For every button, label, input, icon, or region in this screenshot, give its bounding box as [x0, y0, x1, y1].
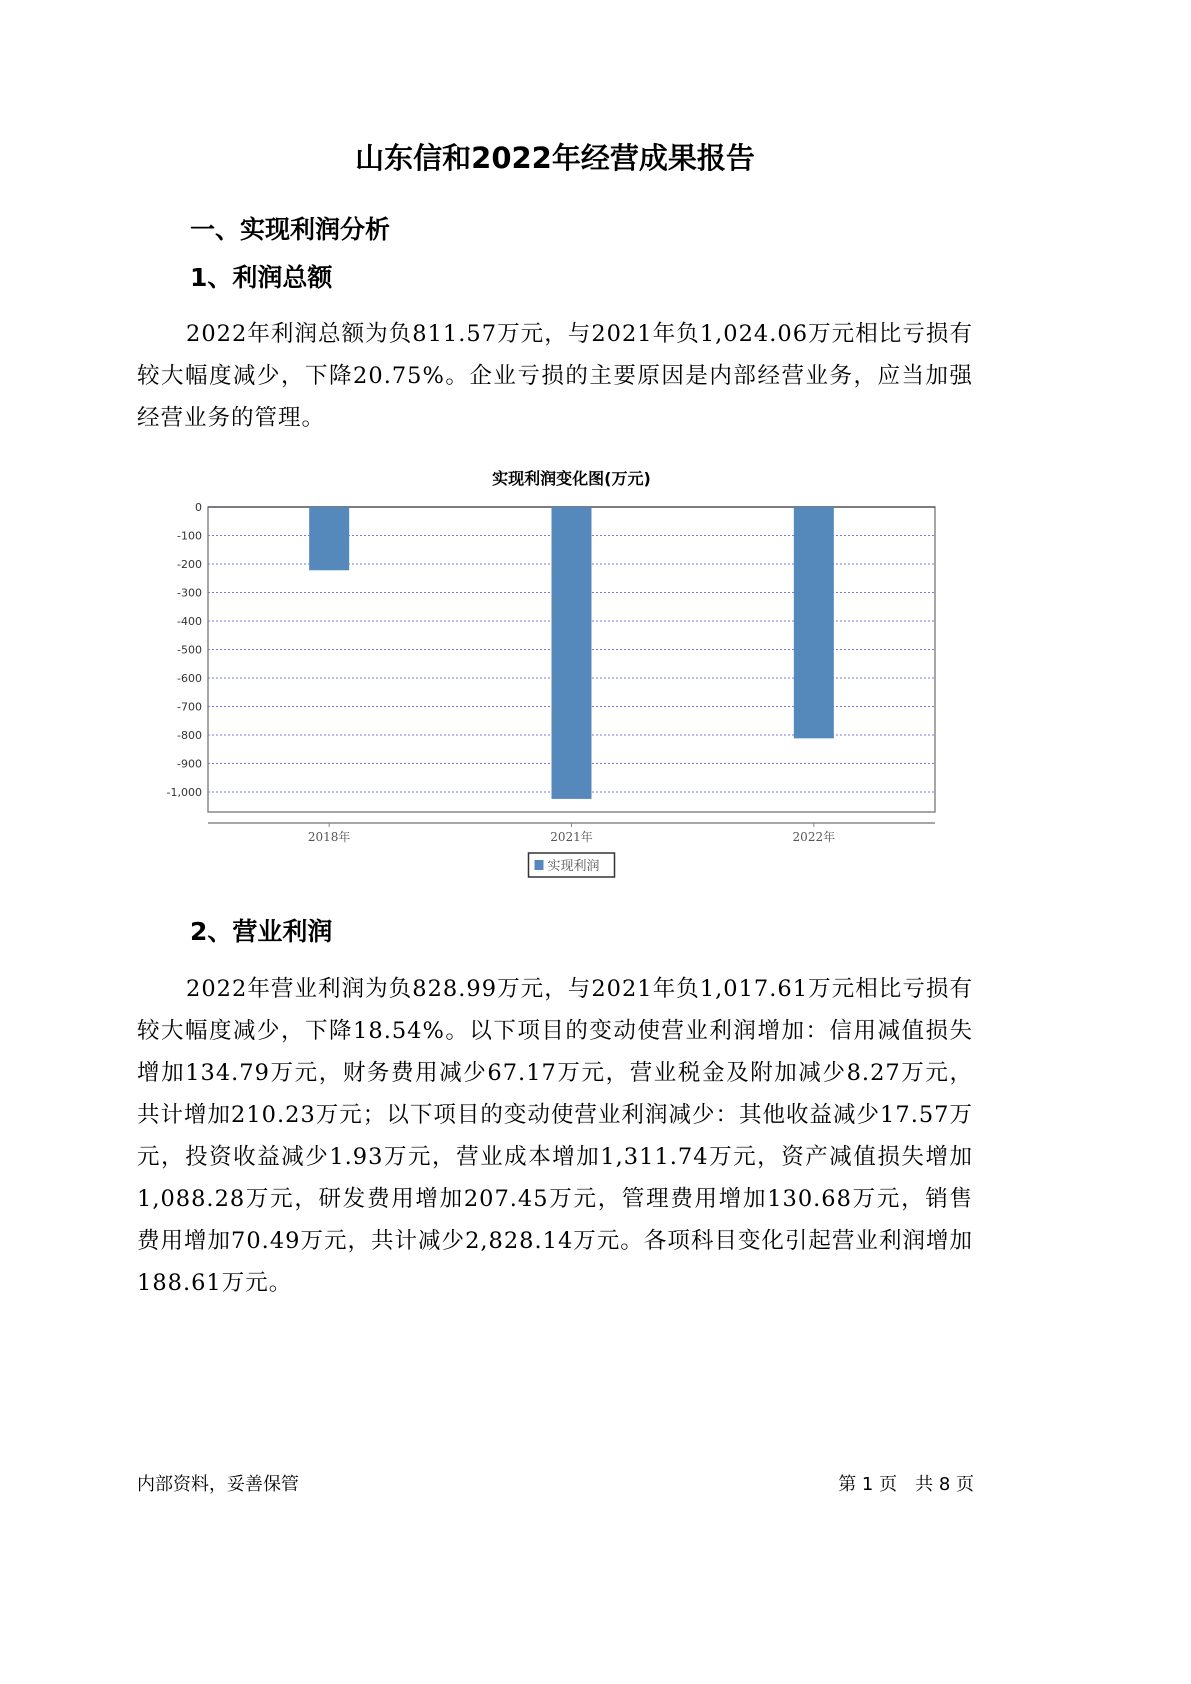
legend-swatch — [535, 860, 544, 870]
legend-label: 实现利润 — [547, 859, 600, 874]
bar — [552, 507, 592, 799]
x-tick-label: 2021年 — [550, 830, 593, 844]
bar — [309, 507, 349, 570]
y-tick-label: -600 — [177, 672, 202, 686]
section-heading: 一、实现利润分析 — [190, 215, 391, 244]
y-tick-label: -500 — [177, 643, 202, 657]
y-tick-label: -1,000 — [166, 786, 202, 800]
chart-title: 实现利润变化图(万元) — [492, 469, 651, 488]
y-tick-label: -400 — [177, 615, 202, 629]
bar — [794, 507, 834, 738]
page-title: 山东信和2022年经营成果报告 — [355, 141, 755, 175]
x-tick-label: 2022年 — [792, 830, 836, 844]
profit-bar-chart — [150, 460, 970, 900]
y-tick-label: 0 — [195, 501, 202, 514]
x-tick-label: 2018年 — [307, 830, 351, 844]
page-number: 第 1 页 共 8 页 — [838, 1474, 974, 1495]
y-tick-label: -900 — [177, 757, 202, 771]
paragraph: 2022年利润总额为负811.57万元，与2021年负1,024.06万元相比亏损有较大幅度减少，下降20.75%。企业亏损的主要原因是内部经营业务，应当加强经营业务的管理。 — [137, 321, 973, 431]
y-tick-label: -700 — [177, 700, 202, 714]
subsection-heading: 1、利润总额 — [190, 263, 333, 292]
subsection-heading: 2、营业利润 — [190, 917, 333, 946]
paragraph: 2022年营业利润为负828.99万元，与2021年负1,017.61万元相比亏损有较大幅度减少，下降18.54%。以下项目的变动使营业利润增加：信用减值损失增加134.79万元，财务费用减少67.17万元，营业税金及附加减少8.27万元，共计增加210.23万元；以下项目的变动使营业利润减少：其他收益减少17.57万元，投资收益减少1.93万元，营业成本增加1,311.74万元，资产减值损失增加1,088.28万元，研发费用增加207.45万元，管理费用增加130.68万元，销售费用增加70.49万元，共计减少2,828.14万元。各项科目变化引起营业利润增加188.61万元。 — [137, 976, 973, 1296]
y-tick-label: -100 — [177, 529, 202, 543]
y-tick-label: -300 — [177, 586, 202, 600]
y-tick-label: -200 — [177, 558, 202, 572]
footer-note: 内部资料，妥善保管 — [137, 1474, 299, 1495]
y-tick-label: -800 — [177, 729, 202, 743]
